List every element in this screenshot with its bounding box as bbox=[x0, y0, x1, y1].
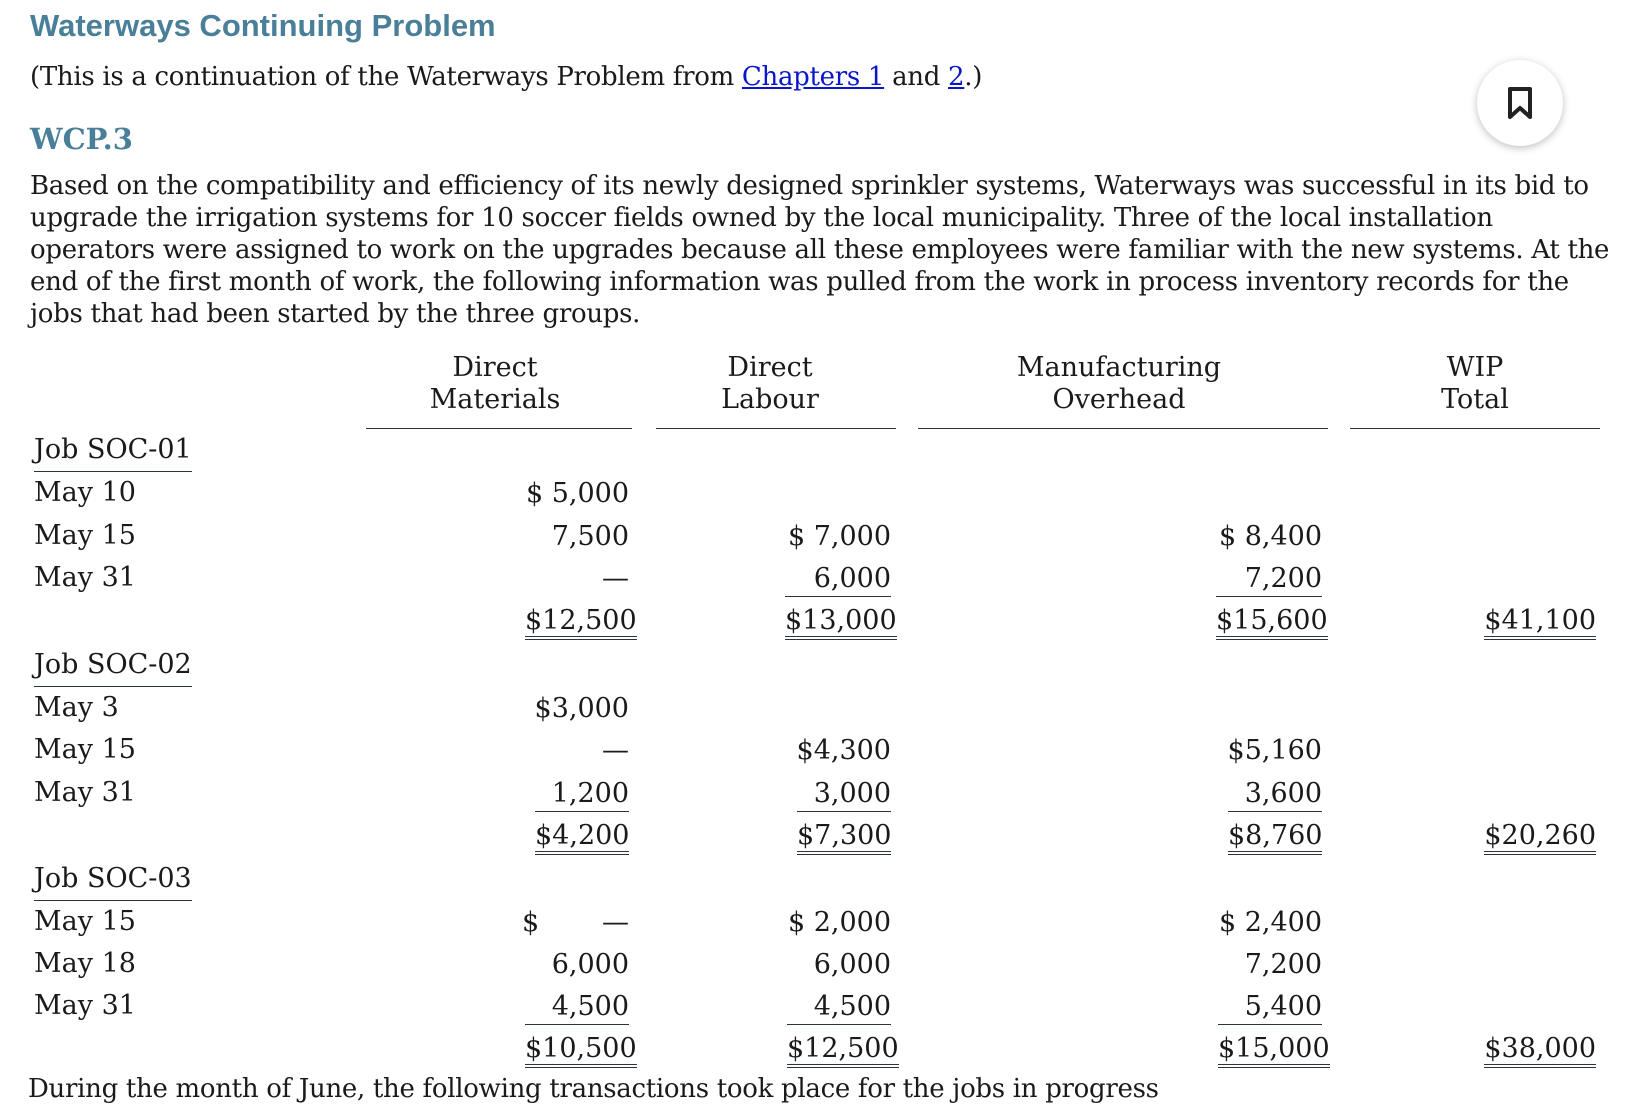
dm-total bbox=[525, 1032, 637, 1066]
header-rule bbox=[366, 428, 632, 429]
dl-value: 6,000 bbox=[785, 562, 891, 597]
chapter-2-link[interactable]: 2 bbox=[948, 62, 965, 92]
dl-value: $ 2,000 bbox=[787, 907, 891, 938]
mo-total bbox=[1228, 819, 1322, 853]
row-date: May 31 bbox=[34, 777, 136, 808]
col-header-line1: Direct bbox=[452, 352, 538, 383]
dl-value: $4,300 bbox=[796, 735, 891, 766]
mo-total bbox=[1218, 1032, 1330, 1066]
dl-total bbox=[797, 819, 891, 853]
dm-value: 4,500 bbox=[525, 990, 629, 1025]
dm-total-value: $12,500 bbox=[525, 605, 637, 640]
mo-value: $ 8,400 bbox=[1218, 521, 1322, 552]
col-header-line2: Overhead bbox=[1052, 384, 1186, 415]
bookmark-icon bbox=[1506, 86, 1534, 120]
col-header-manufacturing-overhead bbox=[912, 352, 1326, 416]
col-header-line1: WIP bbox=[1446, 352, 1504, 383]
dm-total bbox=[535, 819, 629, 853]
dm-value: $ 5,000 bbox=[525, 478, 629, 509]
dm-value: 7,500 bbox=[551, 521, 629, 552]
row-date: May 18 bbox=[34, 948, 136, 979]
bookmark-button[interactable] bbox=[1477, 60, 1563, 146]
intro-text: (This is a continuation of the Waterways Problem from bbox=[30, 62, 742, 92]
intro-line bbox=[30, 62, 982, 92]
row-date: May 31 bbox=[34, 990, 136, 1021]
header-rule bbox=[1350, 428, 1600, 429]
dl-value: 6,000 bbox=[813, 949, 891, 980]
intro-and: and bbox=[884, 62, 949, 92]
dl-total-value: $13,000 bbox=[785, 605, 897, 640]
job-heading: Job SOC-01 bbox=[34, 434, 192, 472]
wip-total-value: $20,260 bbox=[1484, 820, 1596, 855]
dm-total-value: $4,200 bbox=[535, 820, 629, 855]
dm-total-value: $10,500 bbox=[525, 1033, 637, 1068]
col-header-line2: Materials bbox=[429, 384, 561, 415]
row-date: May 10 bbox=[34, 477, 136, 508]
col-header-line1: Manufacturing bbox=[1016, 352, 1222, 383]
col-header-direct-materials bbox=[360, 352, 630, 416]
mo-value: 7,200 bbox=[1244, 949, 1322, 980]
col-header-line1: Direct bbox=[727, 352, 813, 383]
dm-value: $3,000 bbox=[534, 693, 629, 724]
row-date: May 15 bbox=[34, 906, 136, 937]
dm-value: — bbox=[602, 563, 629, 594]
dl-value: $ 7,000 bbox=[787, 521, 891, 552]
cutoff-text: During the month of June, the following transactions took place for the jobs in progress bbox=[28, 1074, 1159, 1104]
chapters-1-link[interactable]: Chapters 1 bbox=[741, 62, 885, 92]
row-date: May 3 bbox=[34, 692, 119, 723]
intro-close: .) bbox=[964, 62, 983, 92]
dm-value: 1,200 bbox=[535, 777, 629, 812]
wip-total bbox=[1484, 1032, 1596, 1066]
mo-total bbox=[1216, 604, 1328, 638]
page-title: Waterways Continuing Problem bbox=[30, 8, 496, 43]
mo-total-value: $8,760 bbox=[1228, 820, 1322, 855]
job-heading: Job SOC-02 bbox=[34, 649, 192, 687]
mo-value: 3,600 bbox=[1228, 777, 1322, 812]
problem-code: WCP.3 bbox=[30, 122, 133, 156]
mo-value: 5,400 bbox=[1218, 990, 1322, 1025]
row-date: May 31 bbox=[34, 562, 136, 593]
problem-paragraph: Based on the compatibility and efficiency of its newly designed sprinkler systems, Waterways was successful in its bid to upgrade the irrigation systems for 10 soccer fields owned by the local municipality. Three of the local installation operators were assigned to work on the upgrades because all these employees were familiar with the new systems. At the end of the first month of work, the following information was pulled from the work in process inventory records for the jobs that had been started by the three groups. bbox=[30, 171, 1610, 329]
col-header-direct-labour bbox=[650, 352, 890, 416]
row-date: May 15 bbox=[34, 734, 136, 765]
dl-total-value: $7,300 bbox=[797, 820, 891, 855]
row-date: May 15 bbox=[34, 520, 136, 551]
col-header-line2: Labour bbox=[721, 384, 819, 415]
mo-value: $ 2,400 bbox=[1218, 907, 1322, 938]
dm-value: — bbox=[602, 907, 629, 938]
wip-total bbox=[1484, 604, 1596, 638]
mo-value: 7,200 bbox=[1216, 562, 1322, 597]
dm-dollar-sign: $ bbox=[522, 907, 540, 938]
dm-value: 6,000 bbox=[551, 949, 629, 980]
wip-total-value: $38,000 bbox=[1484, 1033, 1596, 1068]
col-header-line2: Total bbox=[1441, 384, 1509, 415]
header-rule bbox=[656, 428, 896, 429]
wip-total-value: $41,100 bbox=[1484, 605, 1596, 640]
dl-value: 4,500 bbox=[787, 990, 891, 1025]
wip-total bbox=[1484, 819, 1596, 853]
header-rule bbox=[918, 428, 1328, 429]
mo-total-value: $15,600 bbox=[1216, 605, 1328, 640]
dm-value: — bbox=[602, 735, 629, 766]
dl-total bbox=[787, 1032, 899, 1066]
col-header-wip-total bbox=[1350, 352, 1600, 416]
mo-total-value: $15,000 bbox=[1218, 1033, 1330, 1068]
dm-total bbox=[525, 604, 637, 638]
dl-value: 3,000 bbox=[797, 777, 891, 812]
job-heading: Job SOC-03 bbox=[34, 863, 192, 901]
dl-total-value: $12,500 bbox=[787, 1033, 899, 1068]
mo-value: $5,160 bbox=[1227, 735, 1322, 766]
dl-total bbox=[785, 604, 897, 638]
